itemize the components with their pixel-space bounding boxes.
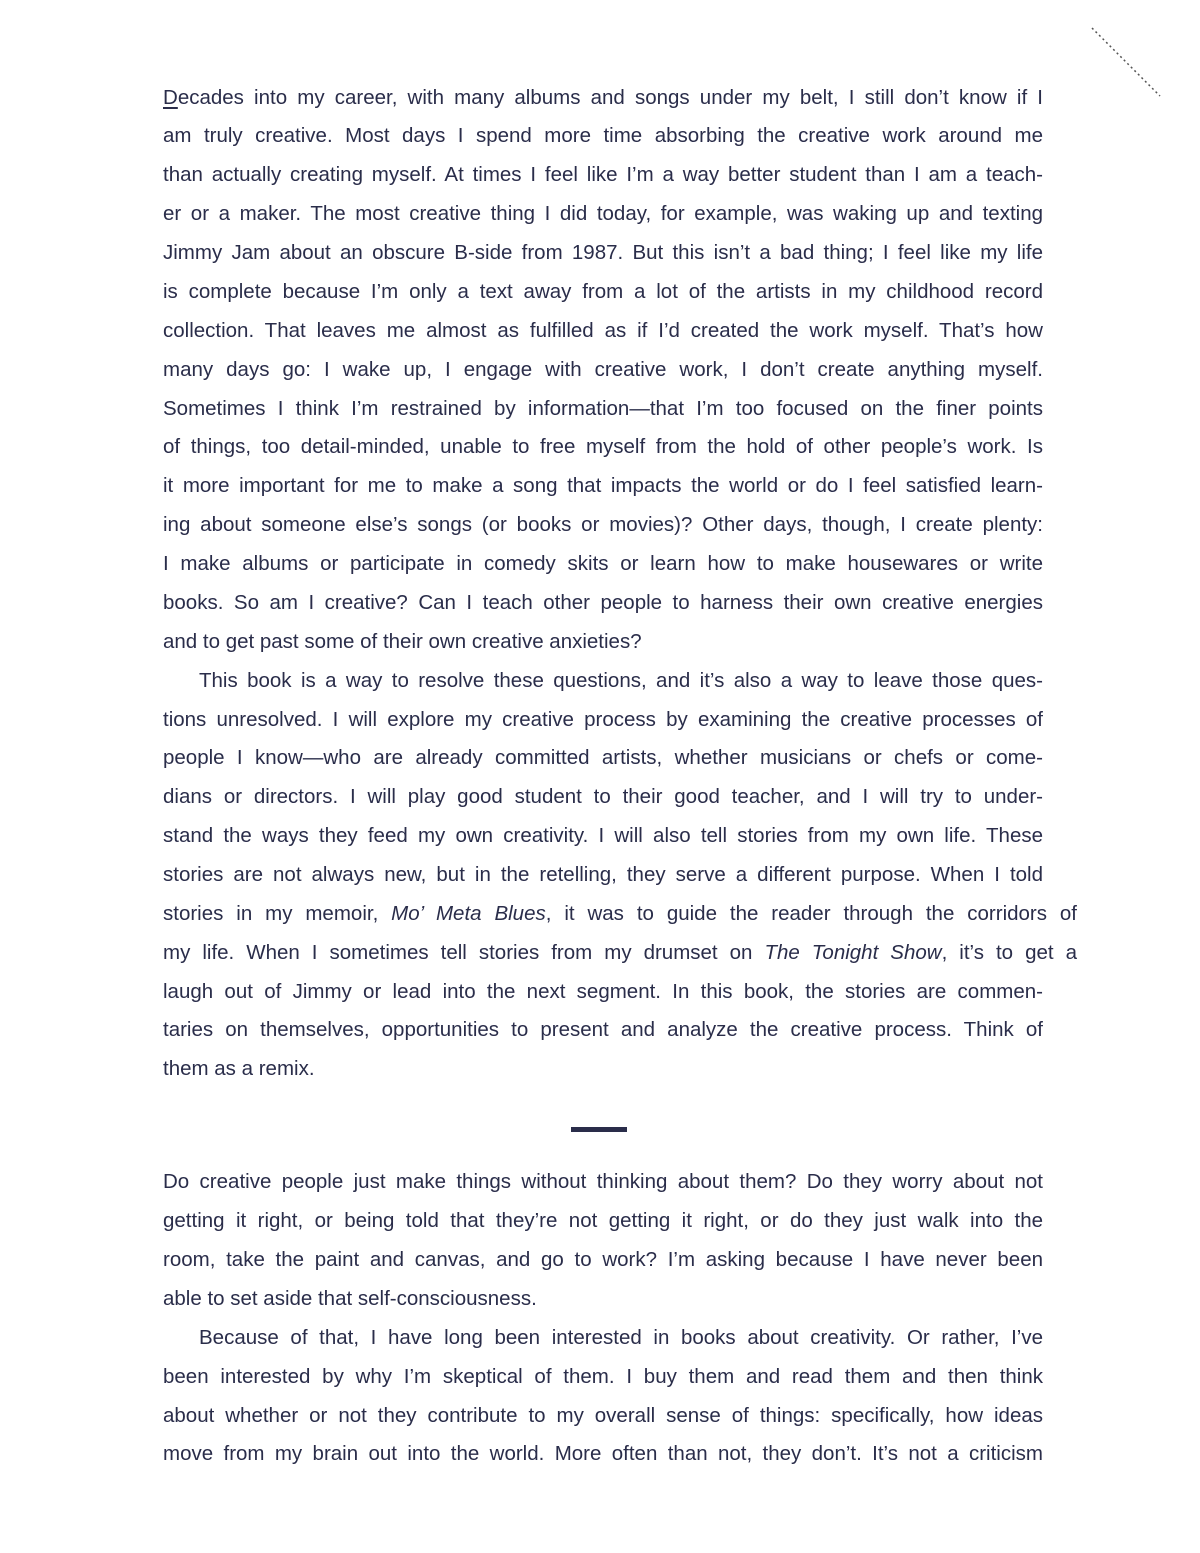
p4-line-2: been interested by why I’m skeptical of them. I buy them and read them and then think	[163, 1365, 1043, 1388]
p1-line-4: er or a maker. The most creative thing I did today, for example, was waking up and texting	[163, 202, 1043, 225]
p1-line-9: Sometimes I think I’m restrained by information—that I’m too focused on the finer points	[163, 397, 1043, 420]
p1-line-3: than actually creating myself. At times I feel like I’m a way better student than I am a teach-	[163, 163, 1043, 186]
p1-line-13: I make albums or participate in comedy skits or learn how to make housewares or write	[163, 552, 1043, 575]
p2-line-8-pre: my life. When I sometimes tell stories from my drumset on	[163, 941, 765, 964]
p2-line-2: tions unresolved. I will explore my creative process by examining the creative processes of	[163, 708, 1043, 731]
p1-line-11: it more important for me to make a song that impacts the world or do I feel satisfied learn-	[163, 474, 1043, 497]
p2-line-11: them as a remix.	[163, 1057, 315, 1080]
p1-line-2: am truly creative. Most days I spend more time absorbing the creative work around me	[163, 124, 1043, 147]
p1-line-1	[163, 78, 1043, 117]
p4-line-1: Because of that, I have long been interested in books about creativity. Or rather, I’ve	[199, 1326, 1043, 1349]
p2-line-6: stories are not always new, but in the retelling, they serve a different purpose. When I told	[163, 863, 1043, 886]
p2-line-7	[163, 894, 1077, 933]
p2-line-7-post: , it was to guide the reader through the corridors of	[545, 902, 1077, 925]
book-title-mo-meta-blues: Mo’ Meta Blues	[391, 902, 546, 925]
p2-line-8	[163, 933, 1077, 972]
p1-line-10: of things, too detail-minded, unable to free myself from the hold of other people’s work. Is	[163, 435, 1043, 458]
p4-line-4: move from my brain out into the world. More often than not, they don’t. It’s not a criticism	[163, 1442, 1043, 1465]
p2-line-9: laugh out of Jimmy or lead into the next segment. In this book, the stories are commen-	[163, 980, 1043, 1003]
p4-line-3: about whether or not they contribute to my overall sense of things: specifically, how ideas	[163, 1404, 1043, 1427]
p2-line-1: This book is a way to resolve these questions, and it’s also a way to leave those ques-	[199, 669, 1043, 692]
section-break-rule	[571, 1127, 627, 1132]
p3-line-2: getting it right, or being told that they’re not getting it right, or do they just walk into the	[163, 1209, 1043, 1232]
p1-line-14: books. So am I creative? Can I teach other people to harness their own creative energies	[163, 591, 1043, 614]
p3-line-3: room, take the paint and canvas, and go to work? I’m asking because I have never been	[163, 1248, 1043, 1271]
p2-line-7-pre: stories in my memoir,	[163, 902, 392, 925]
p1-line-5: Jimmy Jam about an obscure B-side from 1987. But this isn’t a bad thing; I feel like my life	[163, 241, 1043, 264]
p2-line-4: dians or directors. I will play good student to their good teacher, and I will try to under-	[163, 785, 1043, 808]
show-title-tonight-show: The Tonight Show	[764, 941, 942, 964]
p1-line-12: ing about someone else’s songs (or books or movies)? Other days, though, I create plenty:	[163, 513, 1043, 536]
p1-line-7: collection. That leaves me almost as fulfilled as if I’d created the work myself. That’s how	[163, 319, 1043, 342]
p1-line-15: and to get past some of their own creative anxieties?	[163, 630, 642, 653]
p2-line-10: taries on themselves, opportunities to present and analyze the creative process. Think of	[163, 1018, 1043, 1041]
p1-line-1-text: ecades into my career, with many albums and songs under my belt, I still don’t know if I	[177, 86, 1043, 109]
dropcap-letter: D	[163, 86, 178, 109]
p1-line-8: many days go: I wake up, I engage with creative work, I don’t create anything myself.	[163, 358, 1043, 381]
p1-line-6: is complete because I’m only a text away from a lot of the artists in my childhood record	[163, 280, 1043, 303]
p2-line-8-post: , it’s to get a	[941, 941, 1077, 964]
folded-corner-dashed-line	[1090, 26, 1162, 98]
p2-line-5: stand the ways they feed my own creativity. I will also tell stories from my own life. These	[163, 824, 1043, 847]
p2-line-3: people I know—who are already committed artists, whether musicians or chefs or come-	[163, 746, 1043, 769]
p3-line-4: able to set aside that self-consciousness.	[163, 1287, 537, 1310]
p3-line-1: Do creative people just make things without thinking about them? Do they worry about not	[163, 1170, 1043, 1193]
